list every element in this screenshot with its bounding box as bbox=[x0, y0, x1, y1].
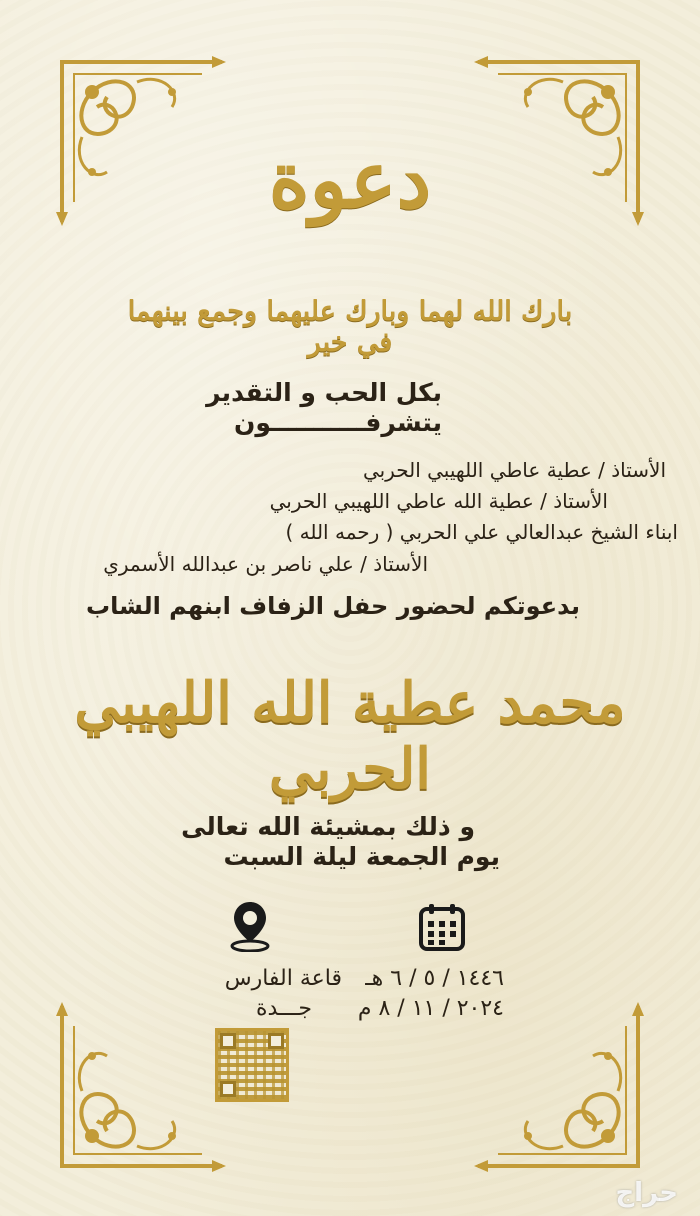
intro-line-1: بكل الحب و التقدير bbox=[206, 378, 442, 407]
host-1: الأستاذ / عطية عاطي اللهيبي الحربي bbox=[362, 458, 666, 482]
wedding-blessing: بارك الله لهما وبارك عليهما وجمع بينهما في خير bbox=[127, 296, 573, 358]
corner-ornament-bottom-right-icon bbox=[468, 996, 648, 1176]
will-line: و ذلك بمشيئة الله تعالى bbox=[181, 812, 475, 841]
qr-code[interactable] bbox=[215, 1028, 289, 1102]
host-2: الأستاذ / عطية الله عاطي اللهيبي الحربي bbox=[269, 489, 608, 513]
groom-name: محمد عطية الله اللهيبي الحربي bbox=[74, 670, 626, 802]
day-line: يوم الجمعة ليلة السبت bbox=[223, 842, 500, 871]
venue-city: جـــدة bbox=[255, 996, 312, 1021]
host-3: ابناء الشيخ عبدالعالي علي الحربي ( رحمه الله ) bbox=[285, 520, 678, 544]
date-hijri: ١٤٤٦ / ٥ / ٦ هـ bbox=[365, 966, 504, 991]
host-4: الأستاذ / علي ناصر بن عبدالله الأسمري bbox=[103, 552, 428, 576]
date-gregorian: ٢٠٢٤ / ١١ / ٨ م bbox=[357, 996, 504, 1021]
watermark-text: حراج bbox=[615, 1178, 678, 1208]
location-pin-icon bbox=[228, 900, 272, 952]
calendar-icon bbox=[418, 902, 466, 952]
intro-line-2: يتشرفـــــــــــون bbox=[234, 408, 442, 437]
invitation-title: دعوة bbox=[268, 135, 432, 226]
venue-name: قاعة الفارس bbox=[224, 966, 342, 991]
invite-line: بدعوتكم لحضور حفل الزفاف ابنهم الشاب bbox=[86, 592, 580, 620]
corner-ornament-bottom-left-icon bbox=[52, 996, 232, 1176]
